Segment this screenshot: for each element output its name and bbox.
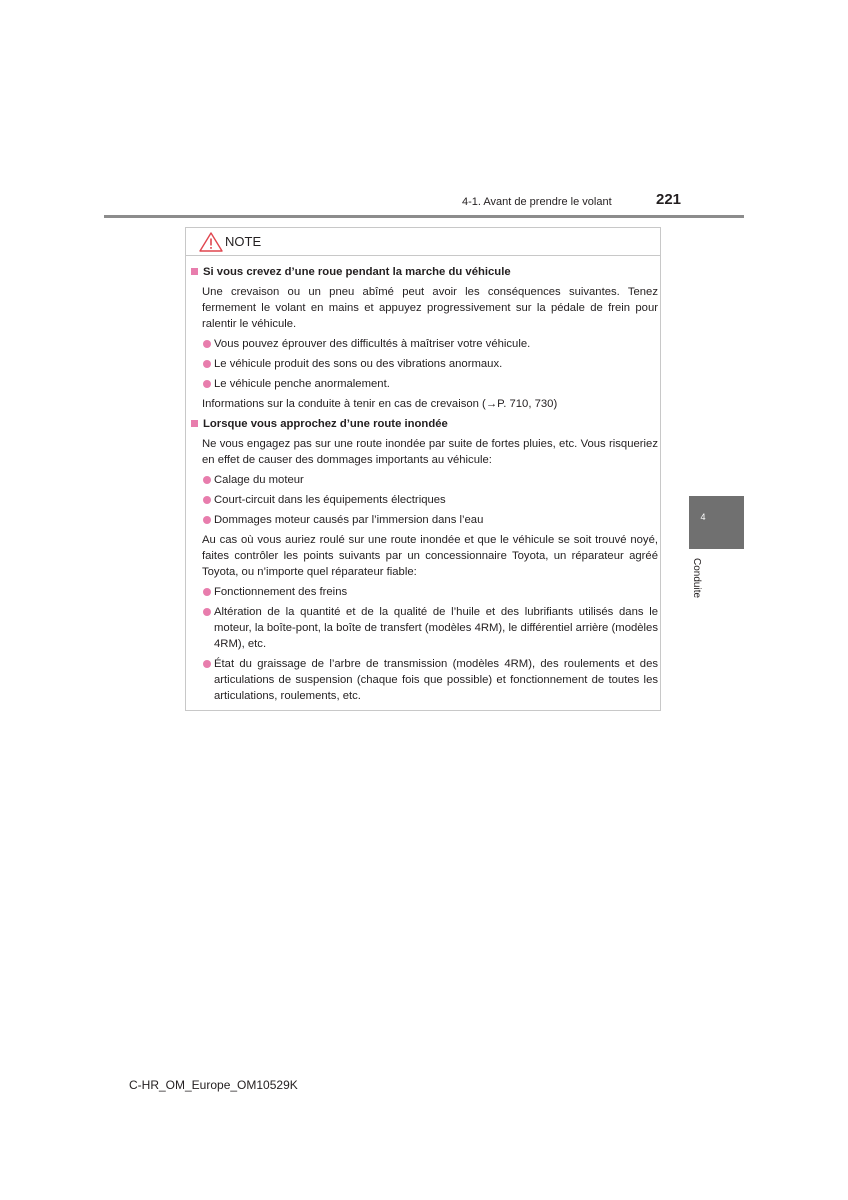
circle-bullet-icon <box>203 380 211 388</box>
list-item-text: Dommages moteur causés par l’immersion dans l’eau <box>214 514 484 526</box>
circle-bullet-icon <box>203 516 211 524</box>
circle-bullet-icon <box>203 476 211 484</box>
list-item <box>191 336 658 352</box>
chapter-tab-number: 4 <box>700 512 706 522</box>
circle-bullet-icon <box>203 360 211 368</box>
square-bullet-icon <box>191 420 198 427</box>
note-header <box>186 228 660 256</box>
note-content <box>191 264 658 708</box>
list-item <box>191 492 658 508</box>
square-bullet-icon <box>191 268 198 275</box>
chapter-tab <box>689 496 744 549</box>
circle-bullet-icon <box>203 660 211 668</box>
list-item-text: État du graissage de l’arbre de transmission (modèles 4RM), des roulements et des articulations de suspension (chaque fois que possible) et fonctionnement de toutes les articulations, roulements, etc. <box>214 658 658 702</box>
section-title-route-inondee <box>191 416 658 432</box>
document-code: C-HR_OM_Europe_OM10529K <box>129 1078 298 1092</box>
list-item <box>191 356 658 372</box>
list-item <box>191 604 658 652</box>
note-box <box>185 227 661 711</box>
list-item <box>191 376 658 392</box>
paragraph: Ne vous engagez pas sur une route inondée par suite de fortes pluies, etc. Vous risqueriez en effet de causer des dommages importants au véhicule: <box>202 438 658 466</box>
circle-bullet-icon <box>203 496 211 504</box>
chapter-tab-label: Conduite <box>691 558 702 599</box>
list-item-text: Altération de la quantité et de la qualité de l’huile et des lubrifiants utilisés dans le moteur, la boîte-pont, la boîte de transfert (modèles 4RM), le différentiel arrière (modèles 4RM), etc. <box>214 606 658 650</box>
list-item <box>191 584 658 600</box>
note-title: NOTE <box>225 234 262 249</box>
list-item-text: Le véhicule produit des sons ou des vibrations anormaux. <box>214 358 503 370</box>
circle-bullet-icon <box>203 340 211 348</box>
circle-bullet-icon <box>203 588 211 596</box>
list-item-text: Court-circuit dans les équipements électriques <box>214 494 446 506</box>
header-rule <box>104 215 744 218</box>
list-item-text: Vous pouvez éprouver des difficultés à maîtriser votre véhicule. <box>214 338 531 350</box>
section-title-text: Si vous crevez d’une roue pendant la marche du véhicule <box>203 266 511 278</box>
running-header-section: 4-1. Avant de prendre le volant <box>462 196 612 208</box>
list-item-text: Le véhicule penche anormalement. <box>214 378 390 390</box>
list-item <box>191 512 658 528</box>
list-item-text: Fonctionnement des freins <box>214 586 348 598</box>
paragraph: Informations sur la conduite à tenir en cas de crevaison (→P. 710, 730) <box>202 398 558 410</box>
circle-bullet-icon <box>203 608 211 616</box>
warning-triangle-icon <box>199 232 223 252</box>
paragraph: Au cas où vous auriez roulé sur une route inondée et que le véhicule se soit trouvé noyé, faites contrôler les points suivants par un concessionnaire Toyota, un réparateur agréé Toyota, ou n’importe quel réparateur fiable: <box>202 534 658 578</box>
list-item-text: Calage du moteur <box>214 474 304 486</box>
paragraph: Une crevaison ou un pneu abîmé peut avoir les conséquences suivantes. Tenez fermement le volant en mains et appuyez progressivement sur la pédale de frein pour ralentir le véhicule. <box>202 286 658 330</box>
list-item <box>191 472 658 488</box>
page-number: 221 <box>656 191 682 208</box>
list-item <box>191 656 658 704</box>
section-title-crevaison <box>191 264 658 280</box>
section-title-text: Lorsque vous approchez d’une route inondée <box>203 418 448 430</box>
